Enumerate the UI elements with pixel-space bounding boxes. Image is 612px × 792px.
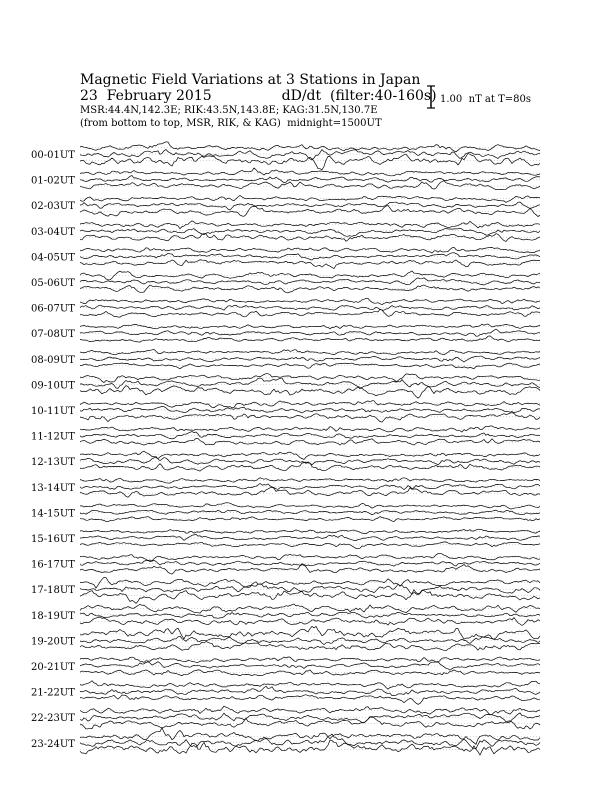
trace-kag <box>80 324 540 329</box>
row-label: 08-09UT <box>31 354 75 366</box>
trace-rik <box>80 560 540 566</box>
trace-msr <box>80 517 540 522</box>
row-label: 20-21UT <box>31 662 75 673</box>
trace-rows <box>31 142 540 755</box>
trace-msr <box>80 336 540 342</box>
trace-kag <box>80 221 540 229</box>
trace-rik <box>80 329 540 336</box>
trace-msr <box>80 181 540 190</box>
trace-msr <box>80 234 540 242</box>
trace-rik <box>80 228 540 236</box>
trace-rik <box>80 176 540 183</box>
trace-msr <box>80 309 540 317</box>
trace-rik <box>80 278 540 285</box>
row-label: 19-20UT <box>31 636 75 648</box>
trace-order-note: (from bottom to top, MSR, RIK, & KAG) midnight=1500UT <box>80 118 382 129</box>
row-label: 04-05UT <box>31 252 75 264</box>
row-label: 07-08UT <box>31 329 75 341</box>
scale-label: 1.00 nT at T=80s <box>440 94 531 105</box>
row-label: 11-12UT <box>31 431 75 443</box>
row-label: 10-11UT <box>31 406 75 417</box>
row-label: 00-01UT <box>31 150 75 161</box>
trace-rik <box>80 356 540 362</box>
row-label: 18-19UT <box>31 610 75 622</box>
trace-kag <box>80 401 540 408</box>
trace-kag <box>80 247 540 253</box>
row-label: 12-13UT <box>31 457 75 469</box>
row-label: 16-17UT <box>31 559 75 571</box>
row-label: 09-10UT <box>31 380 75 392</box>
chart-title: Magnetic Field Variations at 3 Stations in Japan <box>80 72 421 88</box>
station-coordinates: MSR:44.4N,142.3E; RIK:43.5N,143.8E; KAG:31.5N,130.7E <box>80 105 378 116</box>
trace-kag <box>80 142 540 152</box>
trace-msr <box>80 717 540 729</box>
trace-rik <box>80 534 540 540</box>
trace-msr <box>80 542 540 549</box>
trace-rik <box>80 582 540 595</box>
trace-kag <box>80 728 540 745</box>
row-label: 23-24UT <box>31 738 75 750</box>
trace-msr <box>80 285 540 293</box>
trace-rik <box>80 612 540 618</box>
trace-kag <box>80 706 540 715</box>
trace-rik <box>80 253 540 260</box>
trace-rik <box>80 457 540 465</box>
trace-rik <box>80 305 540 310</box>
trace-msr <box>80 363 540 369</box>
row-label: 21-22UT <box>31 687 75 699</box>
row-label: 15-16UT <box>31 534 75 545</box>
row-label: 02-03UT <box>31 201 75 213</box>
trace-kag <box>80 604 540 613</box>
chart-date: 23 February 2015 <box>80 88 212 104</box>
trace-msr <box>80 413 540 422</box>
row-label: 17-18UT <box>31 585 75 597</box>
trace-rik <box>80 202 540 210</box>
trace-kag <box>80 451 540 459</box>
row-label: 05-06UT <box>31 278 75 289</box>
trace-msr <box>80 260 540 269</box>
trace-rik <box>80 407 540 413</box>
trace-msr <box>80 670 540 676</box>
trace-rik <box>80 432 540 439</box>
trace-msr <box>80 565 540 575</box>
trace-msr <box>80 439 540 446</box>
row-label: 06-07UT <box>31 303 75 315</box>
chart-quantity: dD/dt (filter:40-160s) <box>281 88 437 104</box>
trace-msr <box>80 695 540 705</box>
trace-rik <box>80 713 540 723</box>
row-label: 22-23UT <box>31 713 75 725</box>
trace-kag <box>80 374 540 383</box>
trace-rik <box>80 378 540 389</box>
trace-msr <box>80 205 540 216</box>
trace-msr <box>80 154 540 170</box>
trace-msr <box>80 487 540 497</box>
trace-kag <box>80 298 540 304</box>
row-label: 13-14UT <box>31 482 75 494</box>
row-label: 03-04UT <box>31 226 75 238</box>
trace-msr <box>80 386 540 399</box>
trace-rik <box>80 483 540 489</box>
trace-kag <box>80 168 540 176</box>
trace-kag <box>80 626 540 639</box>
row-label: 14-15UT <box>31 508 75 520</box>
row-label: 01-02UT <box>31 175 75 187</box>
